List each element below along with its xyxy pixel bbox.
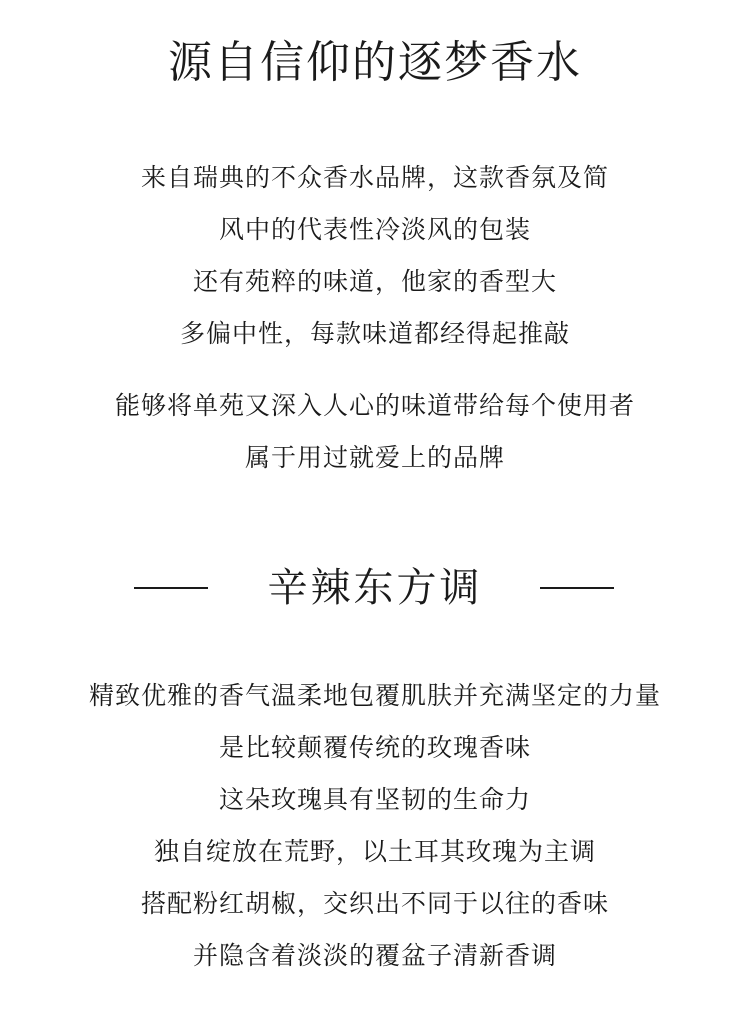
section-line: 并隐含着淡淡的覆盆子清新香调 — [192, 941, 557, 970]
summary-paragraph — [0, 380, 750, 484]
intro-line: 来自瑞典的不众香水品牌，这款香氛及简 — [140, 163, 609, 192]
section-line: 这朵玫瑰具有坚韧的生命力 — [218, 785, 531, 814]
section-heading — [0, 560, 750, 616]
right-divider — [540, 587, 614, 589]
page-title: 源自信仰的逐梦香水 — [168, 37, 582, 88]
section-line: 是比较颠覆传统的玫瑰香味 — [218, 733, 531, 762]
intro-line: 风中的代表性冷淡风的包装 — [218, 215, 531, 244]
section-line: 精致优雅的香气温柔地包覆肌肤并充满坚定的力量 — [88, 681, 661, 710]
summary-line: 属于用过就爱上的品牌 — [244, 443, 505, 472]
intro-line: 还有苑粹的味道，他家的香型大 — [192, 267, 557, 296]
summary-line: 能够将单苑又深入人心的味道带给每个使用者 — [114, 391, 635, 420]
section-line: 独自绽放在荒野，以土耳其玫瑰为主调 — [153, 837, 596, 866]
section-title: 辛辣东方调 — [267, 565, 483, 611]
intro-paragraph — [0, 152, 750, 360]
section-paragraph — [0, 670, 750, 982]
intro-line: 多偏中性，每款味道都经得起推敲 — [179, 319, 570, 348]
section-line: 搭配粉红胡椒，交织出不同于以往的香味 — [140, 889, 609, 918]
